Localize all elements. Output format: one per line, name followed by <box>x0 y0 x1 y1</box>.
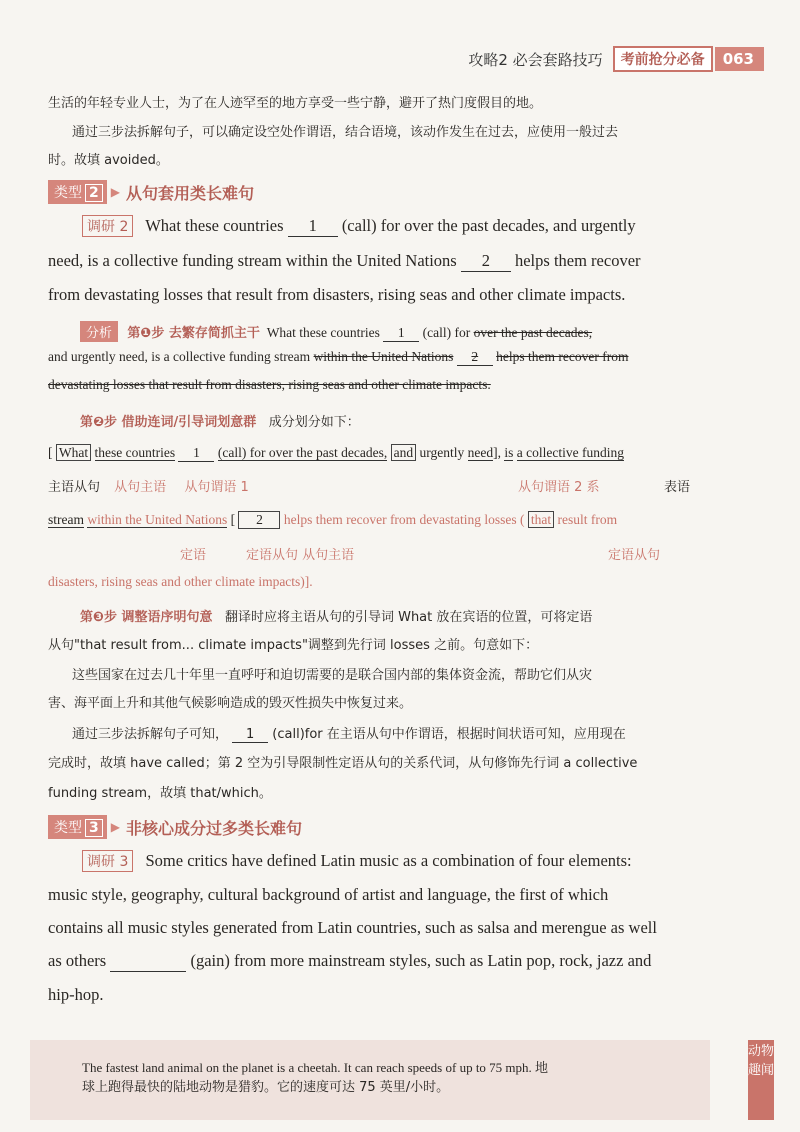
research-label: 调研 3 <box>82 850 133 872</box>
fun-fact-text: The fastest land animal on the planet is a cheetah. It can reach speeds of up to 75 mph. 地 球上跑得最快的陆地动物是猎豹。它的速度可达 75 英里/小时。 <box>82 1060 549 1095</box>
question-line: from devastating losses that result from disasters, rising seas and other climate impacts. <box>48 285 626 304</box>
blank: 1 <box>288 216 338 237</box>
label: 从句谓语 2 系 <box>518 480 600 495</box>
question-line: 调研 3 Some critics have defined Latin music as a combination of four elements: <box>82 850 752 872</box>
label: 定语从句 从句主语 <box>246 548 355 563</box>
question-line: contains all music styles generated from Latin countries, such as salsa and merengue as well <box>48 918 657 937</box>
para-line: 生活的年轻专业人士，为了在人迹罕至的地方享受一些宁静，避开了热门度假目的地。 <box>48 96 543 111</box>
label: 定语 <box>180 548 207 563</box>
para-line: 时。故填 avoided。 <box>48 153 169 168</box>
fun-fact-box <box>30 1040 710 1120</box>
analysis-label: 分析 <box>80 321 118 342</box>
triangle-icon: ▶ <box>110 185 120 199</box>
translation-line: 害、海平面上升和其他气候影响造成的毁灭性损失中恢复过来。 <box>48 696 413 711</box>
label: 表语 <box>664 480 691 495</box>
page-header <box>468 46 764 72</box>
analysis-line: 分析 第❶步 去繁存简抓主干 What these countries 1 (call) for over the past decades, <box>80 321 752 342</box>
analysis-line: devastating losses that result from disasters, rising seas and other climate impacts. <box>48 377 491 392</box>
blank <box>110 951 186 972</box>
structure-line: stream within the United Nations [ 2 helps them recover from devastating losses ( that result from <box>48 512 618 527</box>
type-heading <box>48 180 254 204</box>
translation-line: 这些国家在过去几十年里一直呼吁和迫切需要的是联合国内部的集体资金流，帮助它们从灾 <box>72 668 593 683</box>
question-line: music style, geography, cultural background of artist and language, the first of which <box>48 885 609 904</box>
header-badge: 考前抢分必备 <box>613 46 713 72</box>
label: 主语从句 从句主语 从句谓语 1 <box>48 480 249 495</box>
type-title: 非核心成分过多类长难句 <box>125 818 302 838</box>
triangle-icon: ▶ <box>110 820 120 834</box>
type-tag: 类型 2 <box>48 180 107 204</box>
question-line: need, is a collective funding stream within the United Nations 2 helps them recover <box>48 251 641 270</box>
question-line: hip-hop. <box>48 985 104 1004</box>
type-heading <box>48 815 302 839</box>
page-number: 063 <box>715 47 764 71</box>
blank: 2 <box>461 251 511 272</box>
para-line: 通过三步法拆解句子，可以确定设空处作谓语，结合语境，该动作发生在过去，应使用一般过去 <box>72 125 619 140</box>
type-tag: 类型 3 <box>48 815 107 839</box>
type-title: 从句套用类长难句 <box>125 183 254 203</box>
conclusion-line: 通过三步法拆解句子可知， 1 (call)for 在主语从句中作谓语，根据时间状语可知，应用现在 <box>72 727 626 742</box>
analysis-line: 第❸步 调整语序明句意 翻译时应将主语从句的引导词 What 放在宾语的位置，可将定语 <box>80 610 593 625</box>
step-title: 第❷步 借助连词/引导词划意群 <box>80 415 257 430</box>
analysis-line: and urgently need, is a collective funding stream within the United Nations 2 helps them recover from <box>48 349 629 364</box>
conclusion-line: 完成时，故填 have called；第 2 空为引导限制性定语从句的关系代词，从句修饰先行词 a collective <box>48 756 638 771</box>
analysis-line: 从句"that result from... climate impacts"调整到先行词 losses 之前。句意如下： <box>48 638 539 653</box>
step-title: 第❸步 调整语序明句意 <box>80 610 213 625</box>
structure-line: [ What these countries 1 (call) for over the past decades, and urgently need], is a collective funding <box>48 445 624 460</box>
label: 定语从句 <box>608 548 661 563</box>
fun-fact-sidebar: 动物趣闻 <box>748 1040 774 1120</box>
research-label: 调研 2 <box>82 215 133 237</box>
structure-line: disasters, rising seas and other climate impacts)]. <box>48 574 313 589</box>
conclusion-line: funding stream，故填 that/which。 <box>48 786 272 801</box>
step-title: 第❶步 去繁存简抓主干 <box>127 326 260 341</box>
question-line: 调研 2 What these countries 1 (call) for over the past decades, and urgently <box>82 215 752 237</box>
question-line: as others (gain) from more mainstream styles, such as Latin pop, rock, jazz and <box>48 951 652 970</box>
section-title: 攻略2 必会套路技巧 <box>468 50 603 69</box>
analysis-line: 第❷步 借助连词/引导词划意群 成分划分如下： <box>80 415 360 430</box>
